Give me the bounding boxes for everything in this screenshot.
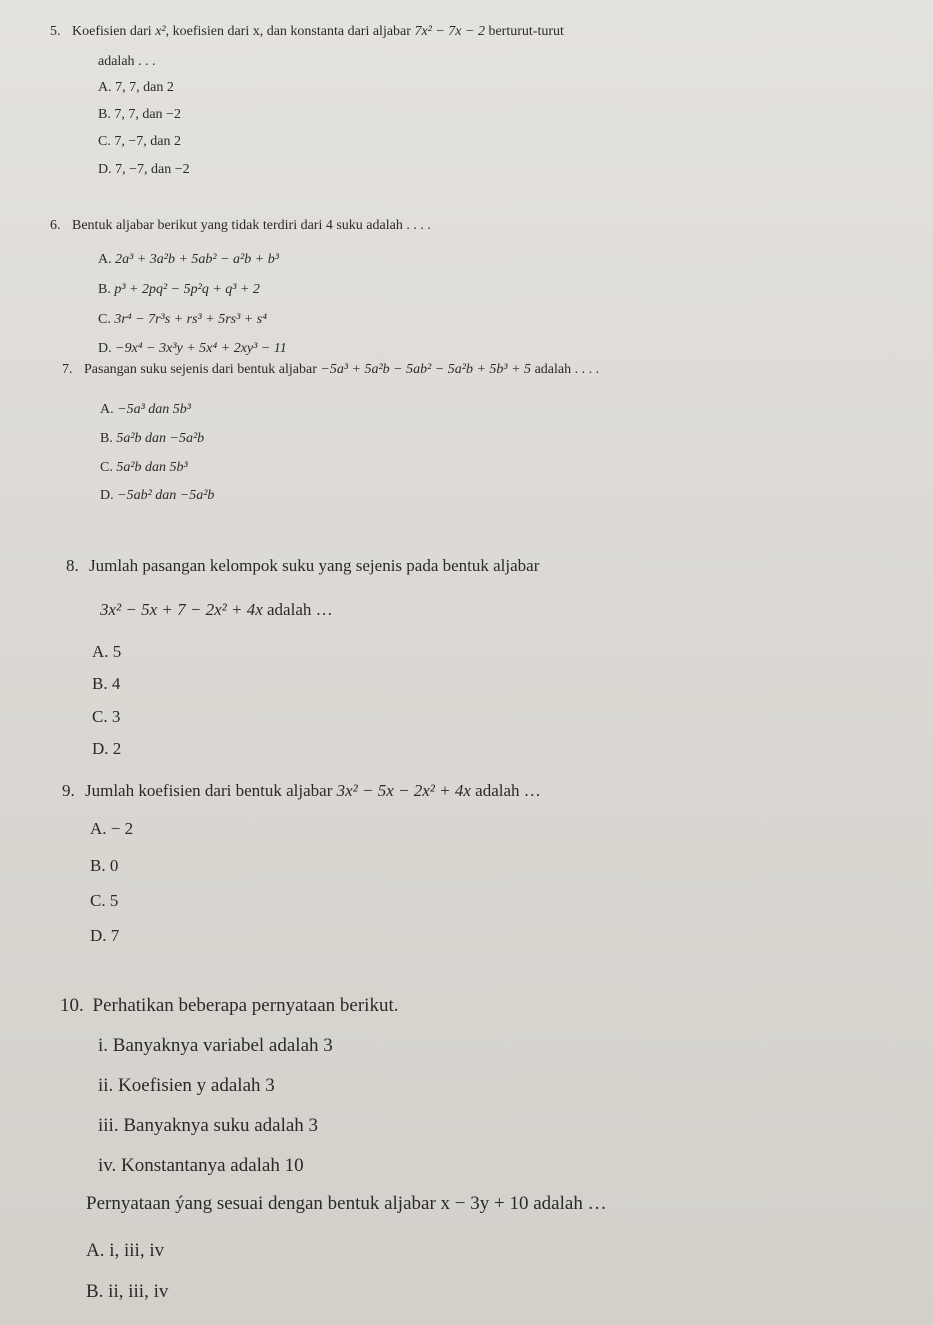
- question-7-option-b[interactable]: B. 5a²b dan −5a²b: [100, 431, 205, 446]
- question-8-option-b[interactable]: B. 4: [92, 674, 121, 693]
- question-5-option-c[interactable]: C. 7, −7, dan 2: [98, 134, 181, 149]
- question-6-option-c[interactable]: C. 3r⁴ − 7r³s + rs³ + 5rs³ + s⁴: [98, 312, 268, 327]
- question-5: [50, 24, 564, 177]
- question-7: [62, 362, 600, 503]
- question-10-stem: 10. Perhatikan beberapa pernyataan berikut.: [60, 995, 399, 1016]
- question-5-option-d[interactable]: D. 7, −7, dan −2: [98, 162, 190, 177]
- question-10: [60, 995, 607, 1302]
- question-6-option-a[interactable]: A. 2a³ + 3a²b + 5ab² − a²b + b³: [98, 252, 279, 267]
- question-8-expression: 3x² − 5x + 7 − 2x² + 4x adalah …: [100, 600, 333, 619]
- question-9: [62, 781, 541, 945]
- question-7-stem: 7. Pasangan suku sejenis dari bentuk aljabar −5a³ + 5a²b − 5ab² − 5a²b + 5b³ + 5 adalah . . . .: [62, 362, 600, 377]
- question-10-option-b[interactable]: B. ii, iii, iv: [86, 1281, 169, 1302]
- question-8-option-d[interactable]: D. 2: [92, 739, 122, 758]
- question-6-stem: 6. Bentuk aljabar berikut yang tidak terdiri dari 4 suku adalah . . . .: [50, 218, 431, 233]
- question-8-stem: 8. Jumlah pasangan kelompok suku yang sejenis pada bentuk aljabar: [66, 556, 540, 575]
- question-9-option-c[interactable]: C. 5: [90, 891, 119, 910]
- question-7-option-a[interactable]: A. −5a³ dan 5b³: [100, 402, 191, 417]
- question-10-option-a[interactable]: A. i, iii, iv: [86, 1240, 165, 1261]
- question-5-stem-line2: adalah . . .: [98, 54, 156, 69]
- question-7-option-c[interactable]: C. 5a²b dan 5b³: [100, 460, 188, 475]
- question-10-statement-iii: iii. Banyaknya suku adalah 3: [98, 1115, 319, 1136]
- question-8-option-c[interactable]: C. 3: [92, 707, 121, 726]
- question-8-option-a[interactable]: A. 5: [92, 642, 122, 661]
- question-9-stem: 9. Jumlah koefisien dari bentuk aljabar 3x² − 5x − 2x² + 4x adalah …: [62, 781, 541, 800]
- question-6: [50, 218, 431, 356]
- question-5-stem: 5. Koefisien dari x², koefisien dari x, dan konstanta dari aljabar 7x² − 7x − 2 berturut-turut: [50, 24, 564, 39]
- question-6-option-d[interactable]: D. −9x⁴ − 3x³y + 5x⁴ + 2xy³ − 11: [98, 341, 287, 356]
- question-6-option-b[interactable]: B. p³ + 2pq² − 5p²q + q³ + 2: [98, 282, 260, 297]
- question-10-prompt: Pernyataan ýang sesuai dengan bentuk aljabar x − 3y + 10 adalah …: [86, 1193, 607, 1214]
- question-10-statement-ii: ii. Koefisien y adalah 3: [98, 1075, 275, 1096]
- question-5-option-a[interactable]: A. 7, 7, dan 2: [98, 80, 174, 95]
- question-10-statement-iv: iv. Konstantanya adalah 10: [98, 1155, 304, 1176]
- question-7-option-d[interactable]: D. −5ab² dan −5a²b: [100, 488, 215, 503]
- question-8: [66, 556, 540, 758]
- question-10-statement-i: i. Banyaknya variabel adalah 3: [98, 1035, 333, 1056]
- question-9-option-d[interactable]: D. 7: [90, 926, 120, 945]
- question-9-option-a[interactable]: A. − 2: [90, 819, 134, 838]
- question-9-option-b[interactable]: B. 0: [90, 856, 119, 875]
- question-5-option-b[interactable]: B. 7, 7, dan −2: [98, 107, 181, 122]
